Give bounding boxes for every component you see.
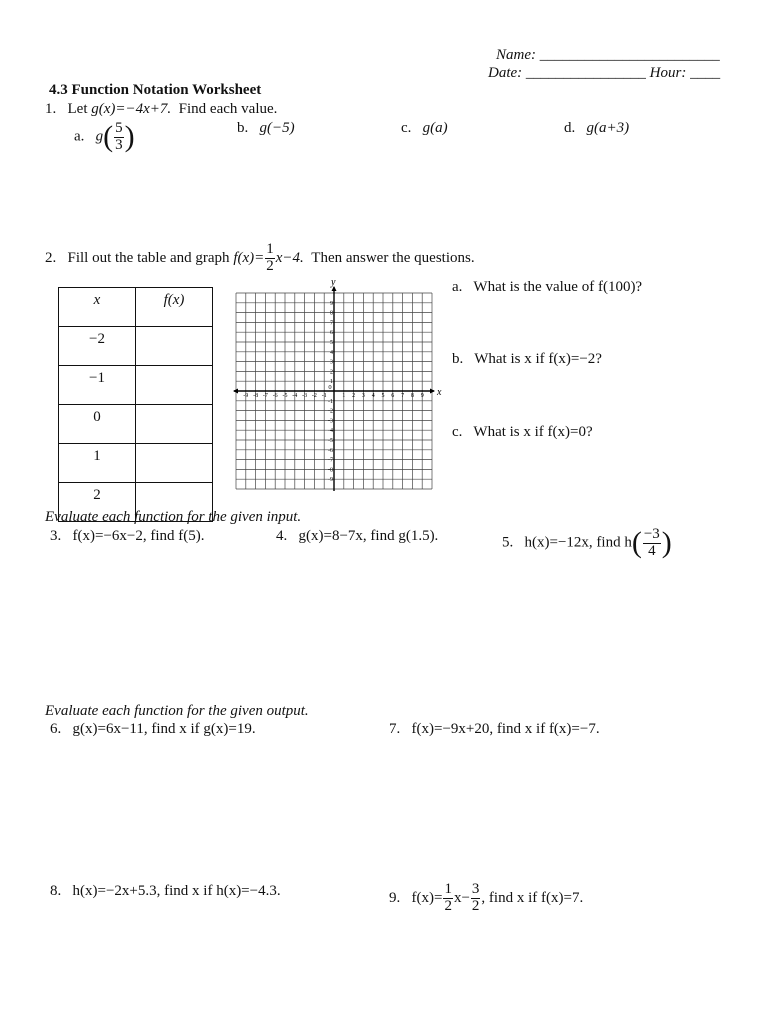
y-tick-label: -7: [328, 457, 333, 464]
question-1: [45, 101, 277, 118]
question-2: [45, 242, 475, 275]
table-row: [59, 327, 213, 366]
q2-tail: Then answer the questions.: [311, 249, 475, 266]
name-blank[interactable]: ________________________: [539, 47, 720, 63]
q1-part-d: [564, 120, 629, 137]
q1a-g: g: [95, 128, 104, 145]
question-9: [389, 882, 583, 915]
y-tick-label: -2: [328, 408, 333, 415]
q2-number: 2.: [45, 249, 57, 266]
q9-post: , find x if f(x)=7.: [481, 889, 584, 906]
y-tick-label: -5: [328, 438, 333, 444]
q2c-label: c.: [452, 424, 463, 440]
table-row: [59, 405, 213, 444]
q9-denominator-2: 2: [471, 897, 480, 914]
q1a-label: a.: [74, 128, 85, 145]
y-tick-label: 9: [330, 300, 333, 307]
q1a-open-paren: (: [103, 120, 114, 153]
table-row: [59, 366, 213, 405]
hour-blank[interactable]: ____: [690, 65, 721, 81]
q1c-label: c.: [401, 120, 412, 136]
y-tick-label: -8: [328, 467, 333, 474]
q1b-expression: g(−5): [259, 120, 295, 136]
name-label: Name:: [496, 47, 536, 63]
q2a-label: a.: [452, 279, 463, 295]
question-3: [50, 528, 205, 545]
section-heading-output: Evaluate each function for the given output.: [45, 703, 309, 719]
table-x-cell: 1: [59, 444, 136, 483]
q7-number: 7.: [389, 721, 401, 737]
table-fx-cell[interactable]: [136, 405, 213, 444]
question-5: [502, 526, 672, 560]
q9-fraction-2: [471, 882, 481, 915]
table-x-cell: −1: [59, 366, 136, 405]
q9-fraction-1: [443, 882, 453, 915]
x-tick-label: -1: [321, 393, 327, 399]
x-tick-label: -2: [311, 393, 317, 399]
x-tick-label: -3: [302, 393, 308, 399]
x-tick-label: 8: [410, 393, 414, 399]
x-tick-label: 3: [361, 393, 365, 399]
table-fx-cell[interactable]: [136, 366, 213, 405]
x-tick-label: 7: [401, 393, 405, 399]
q9-number: 9.: [389, 889, 401, 906]
y-tick-label: -4: [328, 428, 333, 435]
x-axis-arrow-icon: [430, 389, 435, 394]
q2-question-b: [452, 351, 602, 368]
q5-number: 5.: [502, 534, 514, 551]
question-4: [276, 528, 438, 545]
x-tick-label: 4: [371, 393, 375, 399]
x-axis-arrow-left-icon: [233, 389, 238, 394]
q2-numerator: 1: [266, 241, 274, 257]
q2b-text: What is x if f(x)=−2?: [474, 351, 602, 367]
origin-label: 0: [328, 384, 332, 391]
q5-pre: h(x)=−12x, find h: [524, 534, 632, 551]
q1-function: g(x)=−4x+7.: [91, 101, 172, 117]
q9-denominator-1: 2: [444, 897, 452, 914]
table-x-cell: 2: [59, 483, 136, 522]
q1-number: 1.: [45, 101, 57, 117]
x-tick-label: -6: [272, 393, 278, 399]
q1c-expression: g(a): [422, 120, 448, 136]
q6-number: 6.: [50, 721, 62, 737]
table-x-cell: −2: [59, 327, 136, 366]
y-tick-label: -1: [328, 398, 333, 405]
q1a-denominator: 3: [115, 136, 123, 153]
function-table: [58, 287, 213, 522]
date-hour-line[interactable]: [488, 65, 720, 82]
q1-tail: Find each value.: [178, 101, 278, 117]
section-heading-input: Evaluate each function for the given input.: [45, 509, 302, 525]
table-fx-cell[interactable]: [136, 444, 213, 483]
table-x-cell: 0: [59, 405, 136, 444]
q9-mid: x−: [453, 889, 470, 906]
q5-close-paren: ): [661, 526, 672, 559]
x-tick-label: 6: [391, 393, 395, 399]
q9-numerator-2: 3: [471, 881, 480, 897]
x-tick-label: -9: [243, 393, 249, 399]
date-label: Date:: [488, 65, 523, 81]
x-tick-label: 5: [381, 393, 385, 399]
date-blank[interactable]: ________________: [525, 65, 646, 81]
q6-text: g(x)=6x−11, find x if g(x)=19.: [72, 721, 256, 737]
q8-text: h(x)=−2x+5.3, find x if h(x)=−4.3.: [72, 883, 281, 899]
q2-denominator: 2: [266, 257, 274, 274]
q2-fn-pre: f(x)=: [233, 249, 265, 266]
x-tick-label: -7: [262, 393, 268, 399]
q1b-label: b.: [237, 120, 249, 136]
q5-fraction: [643, 527, 661, 560]
table-fx-cell[interactable]: [136, 327, 213, 366]
q8-number: 8.: [50, 883, 62, 899]
q2-question-a: [452, 279, 642, 296]
q1a-fraction: [114, 121, 124, 154]
x-tick-label: 1: [342, 393, 346, 399]
q2a-text: What is the value of f(100)?: [473, 279, 643, 295]
q3-number: 3.: [50, 528, 62, 544]
q2-fraction: [265, 242, 275, 275]
question-8: [50, 883, 281, 900]
y-tick-label: 7: [330, 320, 333, 327]
q2b-label: b.: [452, 351, 464, 367]
table-row: [59, 444, 213, 483]
x-tick-label: -4: [292, 393, 298, 399]
q4-number: 4.: [276, 528, 288, 544]
x-tick-label: 9: [420, 393, 424, 399]
q2-question-c: [452, 424, 593, 441]
q1d-expression: g(a+3): [586, 120, 630, 136]
q1a-numerator: 5: [115, 119, 123, 136]
y-tick-label: 6: [330, 330, 333, 337]
q5-denominator: 4: [648, 542, 656, 559]
x-tick-label: -5: [282, 393, 288, 399]
y-tick-label: -9: [328, 477, 333, 484]
y-tick-label: -3: [328, 418, 333, 425]
q5-open-paren: (: [631, 526, 642, 559]
y-tick-label: -6: [328, 447, 333, 454]
q2c-text: What is x if f(x)=0?: [473, 424, 593, 440]
y-tick-label: 4: [330, 349, 333, 356]
y-tick-label: 1: [330, 379, 333, 386]
table-header-row: [59, 288, 213, 327]
x-axis-label: x: [437, 387, 442, 398]
question-7: [389, 721, 600, 738]
q9-pre: f(x)=: [411, 889, 443, 906]
q9-numerator-1: 1: [444, 881, 452, 897]
q7-text: f(x)=−9x+20, find x if f(x)=−7.: [411, 721, 600, 737]
q1a-close-paren: ): [124, 120, 135, 153]
q3-text: f(x)=−6x−2, find f(5).: [72, 528, 205, 544]
q1-part-a: [74, 120, 135, 154]
y-axis-label: y: [331, 280, 336, 288]
q5-numerator: −3: [643, 525, 660, 542]
x-tick-label: -8: [253, 393, 259, 399]
y-tick-label: 3: [330, 359, 333, 366]
q4-text: g(x)=8−7x, find g(1.5).: [298, 528, 439, 544]
coordinate-grid[interactable]: [230, 280, 445, 500]
x-tick-label: 2: [352, 393, 356, 399]
table-header-x: x: [59, 288, 136, 327]
table-header-fx: f(x): [136, 288, 213, 327]
name-line[interactable]: [496, 47, 720, 64]
q2-lead: Fill out the table and graph: [67, 249, 230, 266]
question-6: [50, 721, 256, 738]
y-tick-label: 2: [330, 369, 333, 376]
q1d-label: d.: [564, 120, 576, 136]
q1-part-b: [237, 120, 295, 137]
y-tick-label: 8: [330, 310, 333, 317]
q2-fn-post: x−4.: [275, 249, 304, 266]
hour-label: Hour:: [649, 65, 687, 81]
worksheet-title: 4.3 Function Notation Worksheet: [49, 82, 262, 98]
y-tick-label: 5: [330, 340, 333, 346]
q1-part-c: [401, 120, 448, 137]
q1-lead: Let: [67, 101, 88, 117]
